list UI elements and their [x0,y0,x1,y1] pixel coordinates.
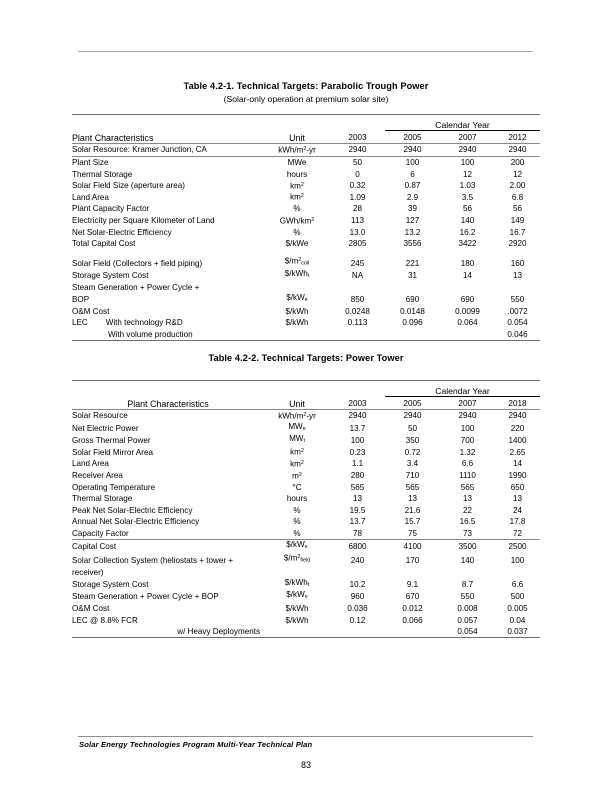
row-value [385,329,440,341]
table-row [72,226,540,238]
row-value: 710 [405,470,420,480]
row-label-main: With technology R&D [105,318,183,328]
row-value: 3556 [403,239,422,249]
row-label: Storage System Cost [72,271,149,281]
row-value: 6800 [330,540,385,553]
row-value: 0.005 [507,603,528,613]
row-value: 2.00 [509,181,526,191]
table-1-year-1: 2005 [403,132,422,142]
row-label: Capital Cost [72,540,264,553]
row-label: Solar Collection System (heliostats + tower + [72,556,234,566]
row-unit: % [293,505,301,515]
row-label: Land Area [72,459,109,469]
row-value: 15.7 [404,517,421,527]
row-value: 50 [407,423,417,433]
table-row [72,481,540,493]
row-value: 13 [407,494,417,504]
row-value [440,329,495,341]
row-value: .0072 [507,306,528,316]
row-value: 565 [405,482,420,492]
row-value: 6.8 [511,192,524,202]
row-value: 78 [352,528,362,538]
row-value: 1.32 [459,447,476,457]
row-value: 0.72 [404,447,421,457]
row-label: BOP [72,295,90,305]
row-unit: kWh/$m^2-yr$ [264,410,330,422]
row-unit: % [293,517,301,527]
table-row [72,144,540,157]
row-unit: $/kWh [285,603,309,613]
row-value: 2940 [385,144,440,157]
row-label: Solar Resource [72,410,264,422]
table-row [72,191,540,203]
table-row [72,590,540,602]
row-value: 100 [385,156,440,168]
table-1-title: Table 4.2-1. Technical Targets: Parabolic Trough Power [183,81,429,91]
row-value: 240 [350,556,365,566]
row-label: Thermal Storage [72,494,133,504]
table-1-year-3: 2012 [508,132,527,142]
table-2-bottom-rule [72,638,540,640]
table-row [72,269,540,281]
row-unit: $\$/kW_e$ [264,540,330,553]
row-unit [264,329,330,341]
row-value: 2940 [495,410,540,422]
row-unit: $/kWh [285,615,309,625]
row-label-prefix: LEC [72,318,88,328]
row-value: 0.096 [402,318,423,328]
row-value: 221 [405,258,420,268]
row-label: Steam Generation + Power Cycle + BOP [72,592,219,602]
row-label: w/ Heavy Deployments [177,627,260,637]
row-value: 180 [460,258,475,268]
row-value: 0.113 [347,318,368,328]
row-value: 170 [405,556,420,566]
row-value: 14 [462,271,472,281]
row-unit: $/kWe [285,239,309,249]
table-1-unit-header: Unit [264,115,330,144]
table-row [72,317,540,329]
table-2-year-0: 2003 [348,398,367,408]
table-row [72,410,540,422]
row-label: Annual Net Solar-Electric Efficiency [72,517,200,527]
table-2-title: Table 4.2-2. Technical Targets: Power Tower [208,353,404,363]
row-value: 0.0148 [400,306,425,316]
table-row [72,566,540,578]
table-row [72,470,540,482]
row-value: 0.32 [349,181,366,191]
row-value: 350 [405,436,420,446]
row-value [330,281,385,293]
row-value: 6.6 [511,580,524,589]
row-value: 0.054 [457,627,478,637]
row-value: 2.9 [406,192,419,202]
table-2-block [72,352,540,639]
row-value: NA [351,271,364,281]
row-unit: % [293,528,301,538]
row-value: 2940 [385,410,440,422]
row-value: 2.65 [509,447,526,457]
row-label: With volume production [108,330,193,340]
row-value: 28 [352,204,362,214]
row-label: O&M Cost [72,306,110,316]
row-unit [264,566,330,578]
row-value: 17.8 [509,517,526,527]
row-value: 24 [513,505,523,515]
row-unit [264,626,330,638]
row-value: 16.2 [459,227,476,237]
row-value: 1110 [459,470,476,480]
row-value: 13 [352,494,362,504]
row-value [385,626,440,638]
row-value: 0.012 [402,603,423,613]
table-2-unit-header: Unit [264,381,330,410]
table-1-year-0: 2003 [348,132,367,142]
table-row [72,168,540,180]
row-value: 850 [350,295,365,305]
row-value: 73 [462,528,472,538]
header-rule [78,51,533,52]
row-value: 12 [513,169,523,179]
row-value: 1.09 [349,192,366,202]
table-2 [72,380,540,639]
row-value: 690 [460,295,475,305]
table-row [72,626,540,638]
row-unit: MWe [264,156,330,168]
row-label: Solar Field Mirror Area [72,447,153,457]
row-value: 9.1 [406,580,419,589]
row-label: Net Electric Power [72,423,139,433]
row-unit: $km^2$ [290,459,304,469]
row-label: Operating Temperature [72,482,156,492]
row-label [72,317,264,329]
row-value: 140 [460,556,475,566]
row-label: Thermal Storage [72,169,133,179]
row-value: 0.87 [404,181,421,191]
table-row [72,540,540,553]
table-2-year-3: 2018 [508,398,527,408]
table-row [72,305,540,317]
row-value: 565 [460,482,475,492]
table-row [72,528,540,540]
row-value: 2940 [330,410,385,422]
row-value: 100 [510,556,525,566]
footer-rule [78,736,533,737]
table-row [72,493,540,505]
footer-text: Solar Energy Technologies Program Multi-Year Technical Plan [79,740,313,749]
row-label: Gross Thermal Power [72,436,151,446]
table-row [72,578,540,590]
row-value: 0.0248 [345,306,370,316]
row-value: 140 [460,215,475,225]
row-unit: $\$/m^2_{coll}$ [284,256,310,267]
row-value: 0.008 [457,603,478,613]
table-row [72,281,540,293]
table-row [72,238,540,250]
row-value: 2920 [508,239,527,249]
row-value: 13.7 [349,423,366,433]
table-2-calendar-year-header: Calendar Year [385,381,540,397]
row-value: 0.0099 [455,306,480,316]
row-value: 31 [407,271,417,281]
table-1-bottom-rule [72,341,540,343]
row-unit: $\$/m^2_{field}$ [283,553,311,565]
row-value: 2940 [440,144,495,157]
row-label: Land Area [72,192,109,202]
row-unit: $MW_t$ [289,433,305,445]
row-value: 2805 [348,239,367,249]
table-row [72,215,540,227]
table-row [72,458,540,470]
row-value: 22 [462,505,472,515]
table-row [72,516,540,528]
table-1 [72,114,540,342]
table-1-year-2: 2007 [458,132,477,142]
table-row [72,180,540,192]
row-value: 1990 [508,470,527,480]
row-value: 8.7 [461,580,474,589]
row-value: 21.6 [404,505,421,515]
row-unit: GWh/$km^2$ [279,215,315,225]
row-unit: $\$/kW_e$ [286,293,308,304]
row-value: 2500 [495,540,540,553]
row-value: 39 [407,204,417,214]
row-unit: $km^2$ [290,181,304,191]
row-value [440,281,495,293]
row-value [385,566,440,578]
row-label: Plant Size [72,156,264,168]
row-value: 50 [330,156,385,168]
row-value: 1400 [508,436,527,446]
row-value: 2940 [495,144,540,157]
row-unit: $MW_e$ [288,421,306,432]
row-value: 127 [405,215,420,225]
table-row [72,552,540,566]
row-value: 670 [405,592,420,602]
row-value: 0.04 [509,615,526,625]
row-value: 700 [460,436,475,446]
row-label: Storage System Cost [72,580,149,589]
row-value: 14 [513,459,523,469]
row-value: 0.064 [457,318,478,328]
table-1-characteristics-header: Plant Characteristics [72,115,264,144]
row-value: 75 [407,528,417,538]
row-value: 2940 [330,144,385,157]
row-value: 3500 [440,540,495,553]
row-label: Solar Field (Collectors + field piping) [72,258,203,268]
row-value: 13 [513,494,523,504]
row-label: Receiver Area [72,470,123,480]
row-value: 100 [440,156,495,168]
table-row [72,255,540,269]
row-label: LEC @ 8.8% FCR [72,615,138,625]
row-value: 0.23 [349,447,366,457]
table-row [72,434,540,446]
table-row [72,446,540,458]
row-label: Solar Field Size (aperture area) [72,181,185,191]
row-label: Solar Resource: Kramer Junction, CA [72,144,264,157]
row-unit [264,281,330,293]
row-value: 565 [350,482,365,492]
row-value: 12 [462,169,472,179]
row-value: 16.5 [459,517,476,527]
row-unit: $/kWh$_t$ [284,577,310,588]
row-value [330,329,385,341]
row-value: 650 [510,482,525,492]
row-value: 100 [460,423,475,433]
row-value: 0.036 [347,603,368,613]
row-value: 960 [350,592,365,602]
row-value: 0.054 [507,318,528,328]
row-unit: kWh/$m^2-yr$ [264,144,330,157]
row-label: Peak Net Solar-Electric Efficiency [72,505,193,515]
row-value [495,566,540,578]
row-unit: $km^2$ [290,447,304,457]
row-value: 149 [510,215,525,225]
row-unit: °C [292,482,302,492]
row-value: 0.057 [457,615,478,625]
row-label: Net Solar-Electric Efficiency [72,227,172,237]
row-label: Capacity Factor [72,528,129,538]
row-unit: hours [286,169,308,179]
row-value: 10.2 [349,580,366,589]
row-value: 690 [405,295,420,305]
row-value: 13.0 [349,227,366,237]
table-1-subtitle: (Solar-only operation at premium solar site) [223,94,389,104]
row-unit: % [293,227,301,237]
table-row [72,329,540,341]
row-label: O&M Cost [72,603,110,613]
row-value: 0 [355,169,360,179]
row-value: 0.066 [402,615,423,625]
table-row [72,203,540,215]
row-value: 245 [350,258,365,268]
table-2-year-1: 2005 [403,398,422,408]
row-value: 1.1 [351,459,364,469]
row-label: Electricity per Square Kilometer of Land [72,215,215,225]
row-value: 0.12 [349,615,366,625]
row-value: 100 [350,436,365,446]
row-unit: % [293,204,301,214]
row-unit: hours [286,494,308,504]
row-value: 1.03 [459,181,476,191]
row-value: 13.7 [349,517,366,527]
row-value: 19.5 [349,505,366,515]
row-value: 3422 [458,239,477,249]
row-value: 13 [513,271,523,281]
table-row [72,293,540,305]
row-value: 6.6 [461,459,474,469]
row-unit: $/kWh$_t$ [284,269,310,280]
table-row [72,422,540,434]
row-unit: $m^2$ [292,470,302,480]
row-value [330,566,385,578]
table-row [72,156,540,168]
row-unit: $/kWh [285,306,309,316]
table-2-characteristics-header: Plant Characteristics [72,381,264,410]
row-unit: $/kWh [285,318,309,328]
row-value: 2940 [440,410,495,422]
row-value: 3.5 [461,192,474,202]
row-value: 16.7 [509,227,526,237]
table-1-header-top [72,115,540,131]
row-value: 160 [510,258,525,268]
row-value: 200 [495,156,540,168]
table-1-block [72,80,540,342]
row-value: 72 [513,528,523,538]
row-value: 6 [410,169,415,179]
row-value: 280 [350,470,365,480]
row-value: 500 [510,592,525,602]
page-number: 83 [300,760,311,770]
row-label: Steam Generation + Power Cycle + [72,282,200,292]
row-value: 13.2 [404,227,421,237]
row-label: Plant Capacity Factor [72,204,150,214]
row-label: receiver) [72,567,104,577]
row-value: 13 [462,494,472,504]
row-value: 56 [462,204,472,214]
table-row [72,603,540,615]
row-unit: $km^2$ [290,192,304,202]
row-value [330,626,385,638]
row-value: 3.4 [406,459,419,469]
table-1-calendar-year-header: Calendar Year [385,115,540,131]
table-2-year-2: 2007 [458,398,477,408]
row-value [440,566,495,578]
table-row [72,614,540,626]
row-value: 220 [510,423,525,433]
table-2-header-top [72,381,540,397]
row-value: 0.037 [507,627,528,637]
row-label: Total Capital Cost [72,239,136,249]
row-value [495,281,540,293]
row-value [385,281,440,293]
row-value: 56 [513,204,523,214]
table-row [72,504,540,516]
row-value: 113 [351,215,364,225]
row-value: 550 [460,592,475,602]
row-value: 550 [510,295,525,305]
row-value: 4100 [385,540,440,553]
row-value: 0.046 [507,330,528,340]
row-unit: $\$/kW_e$ [286,590,308,601]
